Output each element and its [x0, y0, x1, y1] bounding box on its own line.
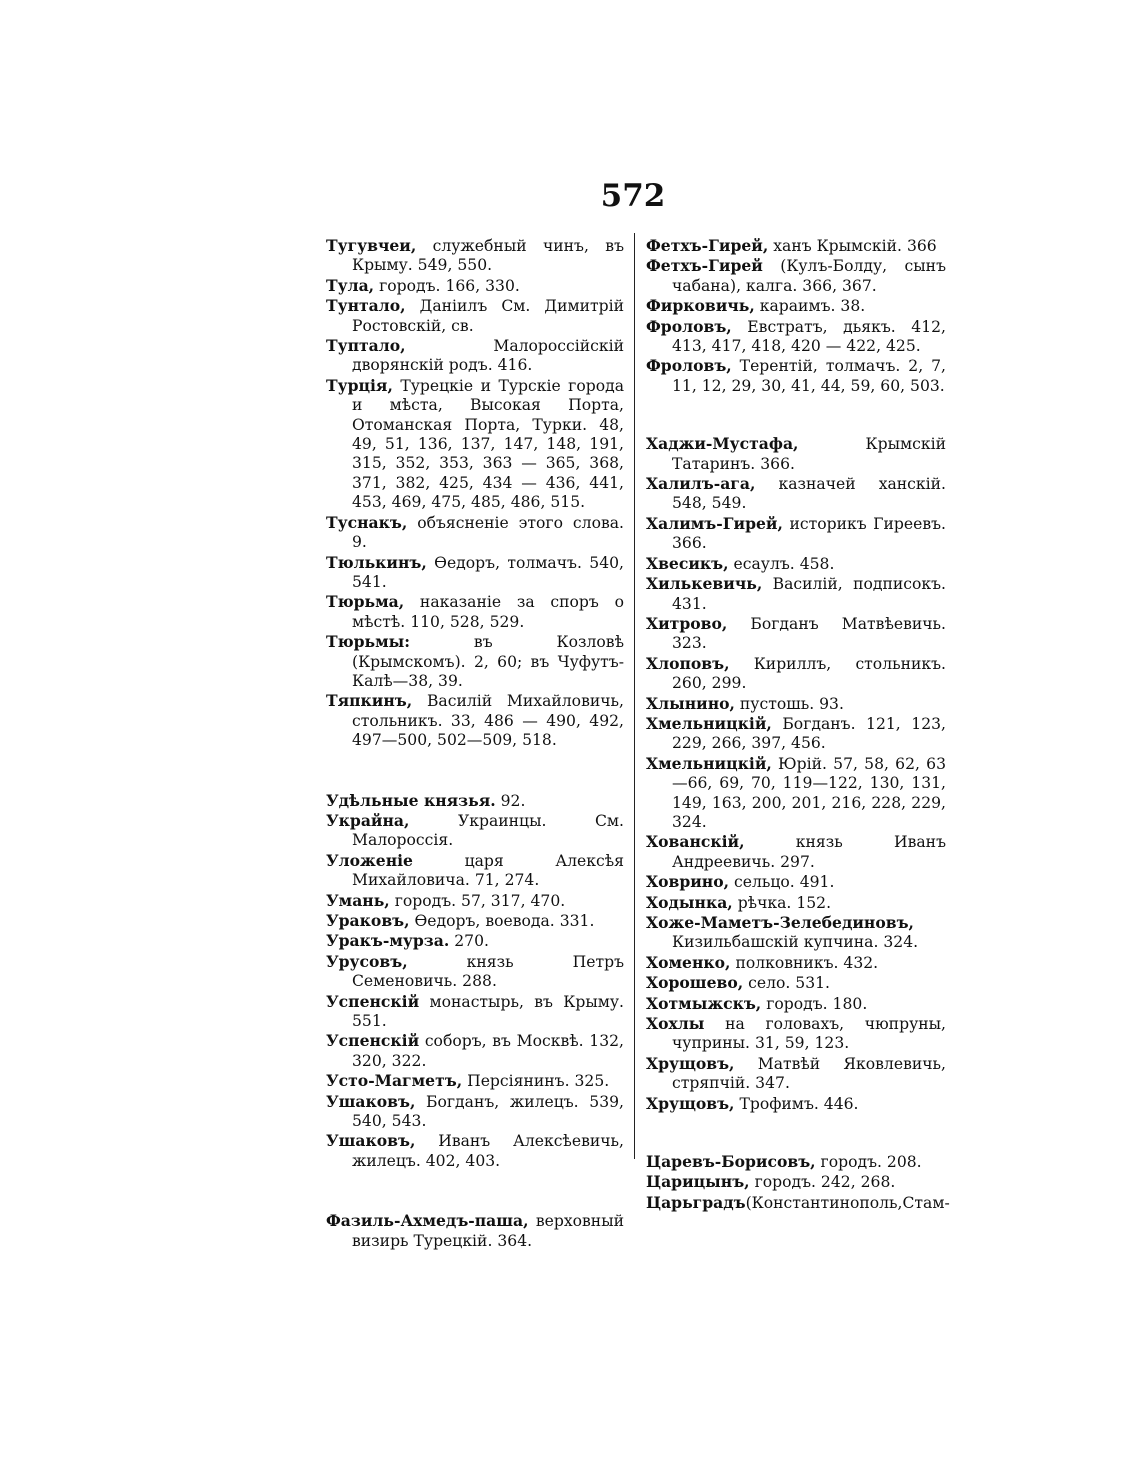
entry-headword: Тюрьмы: — [326, 632, 411, 652]
section-f-cont — [646, 236, 946, 396]
entry-text: ханъ Крымскій. 366 — [768, 237, 937, 255]
index-entry — [646, 1014, 946, 1054]
entry-text: пустошь. 93. — [734, 694, 844, 713]
index-entry — [326, 513, 624, 553]
entry-text: Кизильбашскій купчина. 324. — [672, 933, 919, 952]
entry-headword: Турція, — [326, 375, 393, 395]
entry-headword: Ходынка, — [646, 892, 733, 912]
entry-headword: Хмельницкій, — [646, 753, 772, 773]
entry-headword: Уракъ-мурза. — [326, 931, 450, 951]
entry-headword: Хилькевичь, — [646, 574, 763, 594]
index-entry — [646, 614, 946, 654]
entry-headword: Фетхъ-Гирей, — [646, 236, 769, 255]
entry-text: царя Алексѣя Михайловича. 71, 274. — [352, 851, 624, 890]
index-entry — [326, 296, 624, 336]
entry-text: историкъ Гиреевъ. 366. — [672, 514, 946, 553]
index-entry — [646, 1172, 946, 1192]
entry-headword: Фетхъ-Гирей — [646, 256, 763, 276]
index-entry — [326, 1131, 624, 1171]
entry-text: князь Иванъ Андреевичь. 297. — [672, 833, 946, 871]
entry-headword: Хохлы — [646, 1014, 705, 1034]
column-divider — [634, 233, 635, 1159]
left-column — [326, 236, 624, 1251]
entry-text: село. 531. — [743, 974, 831, 993]
index-entry — [646, 1192, 950, 1213]
entry-headword: Тюлькинъ, — [326, 552, 427, 572]
entry-text: Терентій, толмачъ. 2, 7, 11, 12, 29, 30, 41, 44, 59, 60, 503. — [672, 357, 946, 395]
entry-text: Юрій. 57, 58, 62, 63—66, 69, 70, 119—122, 130, 131, 149, 163, 200, 201, 216, 228, 229, 324. — [672, 754, 946, 831]
index-entry — [326, 952, 624, 992]
entry-headword: Ушаковъ, — [326, 1091, 416, 1111]
index-entry — [326, 276, 624, 296]
index-entry — [646, 356, 946, 396]
entry-headword: Царевъ-Борисовъ, — [646, 1152, 816, 1172]
index-entry — [646, 1094, 946, 1114]
section-kh — [646, 434, 946, 1114]
entry-text: Персіянинъ. 325. — [462, 1072, 610, 1091]
entry-headword: Туснакъ, — [326, 512, 408, 532]
entry-headword: Ураковъ, — [326, 911, 410, 930]
entry-text: наказаніе за споръ о мѣстѣ. 110, 528, 529. — [352, 593, 624, 631]
entry-text: 270. — [449, 932, 489, 951]
index-entry — [646, 872, 946, 892]
section-t — [326, 236, 624, 751]
entry-text: Малороссійскій дворянскій родъ. 416. — [352, 337, 624, 375]
section-ts — [646, 1152, 950, 1213]
entry-text: Богданъ Матвѣевичь. 323. — [672, 614, 946, 653]
page-number: 572 — [600, 178, 666, 214]
entry-text: Ѳедоръ, толмачъ. 540, 541. — [352, 553, 624, 591]
section-gap — [646, 1114, 946, 1152]
section-gap — [326, 751, 624, 791]
entry-headword: Тюрьма, — [326, 592, 405, 612]
entry-text: (Кулъ-Болду, сынъ чабана), калга. 366, 367. — [672, 257, 946, 295]
entry-text: городъ. 166, 330. — [374, 276, 520, 295]
index-entry — [646, 1054, 946, 1094]
entry-text: городъ. 208. — [815, 1153, 922, 1172]
entry-headword: Хлынино, — [646, 693, 735, 713]
entry-text: Василій Михайловичь, стольникъ. 33, 486 — 490, 492, 497—500, 502—509, 518. — [352, 692, 624, 750]
entry-headword: Хотмыжскъ, — [646, 993, 762, 1013]
right-column — [646, 236, 950, 1213]
index-entry — [646, 256, 946, 296]
entry-text: 92. — [495, 791, 526, 810]
entry-text: Василій, подписокъ. 431. — [672, 575, 946, 613]
index-entry — [326, 691, 624, 750]
index-entry — [326, 891, 624, 911]
entry-headword: Хоже-Маметъ-Зелебединовъ, — [646, 913, 914, 932]
entry-text: Евстратъ, дьякъ. 412, 413, 417, 418, 420 — 422, 425. — [672, 317, 946, 356]
entry-headword: Украйна, — [326, 810, 410, 830]
entry-text: есаулъ. 458. — [728, 554, 835, 573]
index-entry — [326, 1092, 624, 1132]
entry-headword: Халилъ-ага, — [646, 474, 756, 494]
entry-headword: Ушаковъ, — [326, 1131, 416, 1151]
entry-headword: Фроловъ, — [646, 316, 732, 336]
entry-text: Кириллъ, стольникъ. 260, 299. — [672, 654, 946, 693]
entry-headword: Тугувчеи, — [326, 236, 417, 255]
entry-headword: Халимъ-Гирей, — [646, 513, 783, 533]
index-entry — [646, 554, 946, 574]
section-f — [326, 1211, 624, 1251]
index-entry — [646, 893, 946, 913]
entry-headword: Умань, — [326, 890, 390, 910]
entry-text: на головахъ, чюпруны, чуприны. 31, 59, 123. — [672, 1015, 946, 1053]
entry-headword: Хвесикъ, — [646, 553, 729, 573]
index-entry — [646, 514, 946, 554]
entry-headword: Хаджи-Мустафа, — [646, 434, 799, 454]
index-entry — [646, 317, 946, 357]
entry-text: Ѳедоръ, воевода. 331. — [409, 912, 595, 930]
index-entry — [326, 992, 624, 1032]
entry-headword: Фирковичь, — [646, 296, 755, 316]
entry-headword: Ховрино, — [646, 872, 730, 892]
entry-headword: Хлоповъ, — [646, 653, 730, 673]
section-gap — [646, 396, 946, 434]
index-entry — [646, 474, 946, 514]
entry-headword: Хорошево, — [646, 973, 744, 993]
entry-headword: Хитрово, — [646, 613, 728, 633]
entry-headword: Уложеніе — [326, 850, 413, 870]
index-entry — [326, 851, 624, 891]
entry-headword: Тула, — [326, 275, 375, 295]
entry-text: монастырь, въ Крыму. 551. — [352, 992, 624, 1031]
entry-headword: Хованскій, — [646, 832, 745, 852]
index-entry — [326, 791, 624, 811]
index-entry — [646, 714, 946, 754]
index-entry — [326, 336, 624, 376]
index-entry — [326, 911, 624, 931]
entry-text: сельцо. 491. — [729, 873, 835, 892]
index-entry — [646, 654, 946, 694]
index-entry — [326, 376, 624, 513]
entry-headword: Фроловъ, — [646, 356, 732, 376]
entry-headword: Удѣльные князья. — [326, 790, 496, 810]
entry-headword: Тяпкинъ, — [326, 691, 413, 711]
entry-text: Турецкіе и Турскіе города и мѣста, Высокая Порта, Отоманская Порта, Турки. 48, 49, 51, 136, 137, 147, 148, 191, 315, 352, 353, 363 — 365, 368, 371, 382, 425, 434 — 436, 441, 453, 469, 475, 485, 486, 515. — [352, 376, 624, 512]
entry-text: верховный визирь Турецкій. 364. — [352, 1212, 624, 1250]
section-u — [326, 791, 624, 1172]
index-entry — [326, 931, 624, 951]
index-entry — [326, 1031, 624, 1071]
entry-text: городъ. 180. — [761, 994, 868, 1013]
entry-text: Даніилъ См. Димитрій Ростовскій, св. — [352, 297, 624, 335]
index-entry — [646, 694, 946, 714]
entry-text: городъ. 57, 317, 470. — [389, 891, 566, 910]
entry-text: князь Петръ Семеновичь. 288. — [352, 952, 624, 991]
index-entry — [326, 811, 624, 851]
entry-text: Богданъ. 121, 123, 229, 266, 397, 456. — [672, 714, 946, 753]
entry-headword: Успенскій — [326, 1031, 420, 1051]
index-entry — [646, 236, 946, 256]
index-entry — [646, 913, 946, 953]
index-entry — [326, 553, 624, 593]
entry-text: городъ. 242, 268. — [749, 1173, 896, 1192]
entry-text: рѣчка. 152. — [732, 893, 832, 912]
index-entry — [646, 994, 946, 1014]
index-entry — [326, 236, 624, 276]
index-entry — [646, 574, 946, 614]
index-entry — [326, 632, 624, 691]
entry-text: объясненіе этого слова. 9. — [352, 513, 624, 552]
entry-headword: Хрущовъ, — [646, 1053, 735, 1073]
entry-headword: Хмельницкій, — [646, 713, 772, 733]
entry-text: Матвѣй Яковлевичь, стряпчій. 347. — [672, 1054, 946, 1093]
entry-headword: Царьградъ — [646, 1192, 746, 1212]
entry-headword: Хоменко, — [646, 952, 731, 972]
index-entry — [646, 953, 946, 973]
entry-headword: Успенскій — [326, 991, 420, 1011]
entry-text: (Константинополь,Стам- — [745, 1193, 950, 1212]
entry-text: служебный чинъ, въ Крыму. 549, 550. — [352, 237, 624, 275]
index-entry — [326, 1211, 624, 1251]
index-entry — [646, 973, 946, 993]
entry-headword: Усто-Магметъ, — [326, 1071, 463, 1091]
index-entry — [646, 754, 946, 833]
entry-text: караимъ. 38. — [754, 297, 866, 316]
section-gap — [326, 1171, 624, 1211]
index-entry — [326, 1071, 624, 1091]
entry-headword: Туптало, — [326, 336, 406, 356]
entry-text: Крымскій Татаринъ. 366. — [672, 435, 946, 473]
entry-text: Украинцы. См. Малороссія. — [352, 811, 624, 850]
index-entry — [326, 592, 624, 632]
entry-headword: Тунтало, — [326, 296, 406, 316]
entry-headword: Хрущовъ, — [646, 1093, 735, 1113]
entry-text: въ Козловѣ (Крымскомъ). 2, 60; въ Чуфутъ-Калѣ—38, 39. — [352, 633, 624, 690]
entry-text: Иванъ Алексѣевичь, жилецъ. 402, 403. — [352, 1132, 624, 1170]
index-entry — [646, 832, 946, 872]
index-entry — [646, 434, 946, 474]
index-entry — [646, 296, 946, 316]
entry-text: полковникъ. 432. — [730, 953, 879, 972]
index-entry — [646, 1152, 946, 1172]
entry-text: Богданъ, жилецъ. 539, 540, 543. — [352, 1092, 624, 1131]
entry-text: соборъ, въ Москвѣ. 132, 320, 322. — [352, 1032, 624, 1070]
entry-headword: Урусовъ, — [326, 951, 408, 971]
entry-headword: Царицынъ, — [646, 1172, 750, 1192]
entry-text: Трофимъ. 446. — [734, 1094, 859, 1113]
entry-headword: Фазиль-Ахмедъ-паша, — [326, 1211, 529, 1231]
entry-text: казначей ханскій. 548, 549. — [672, 475, 946, 513]
